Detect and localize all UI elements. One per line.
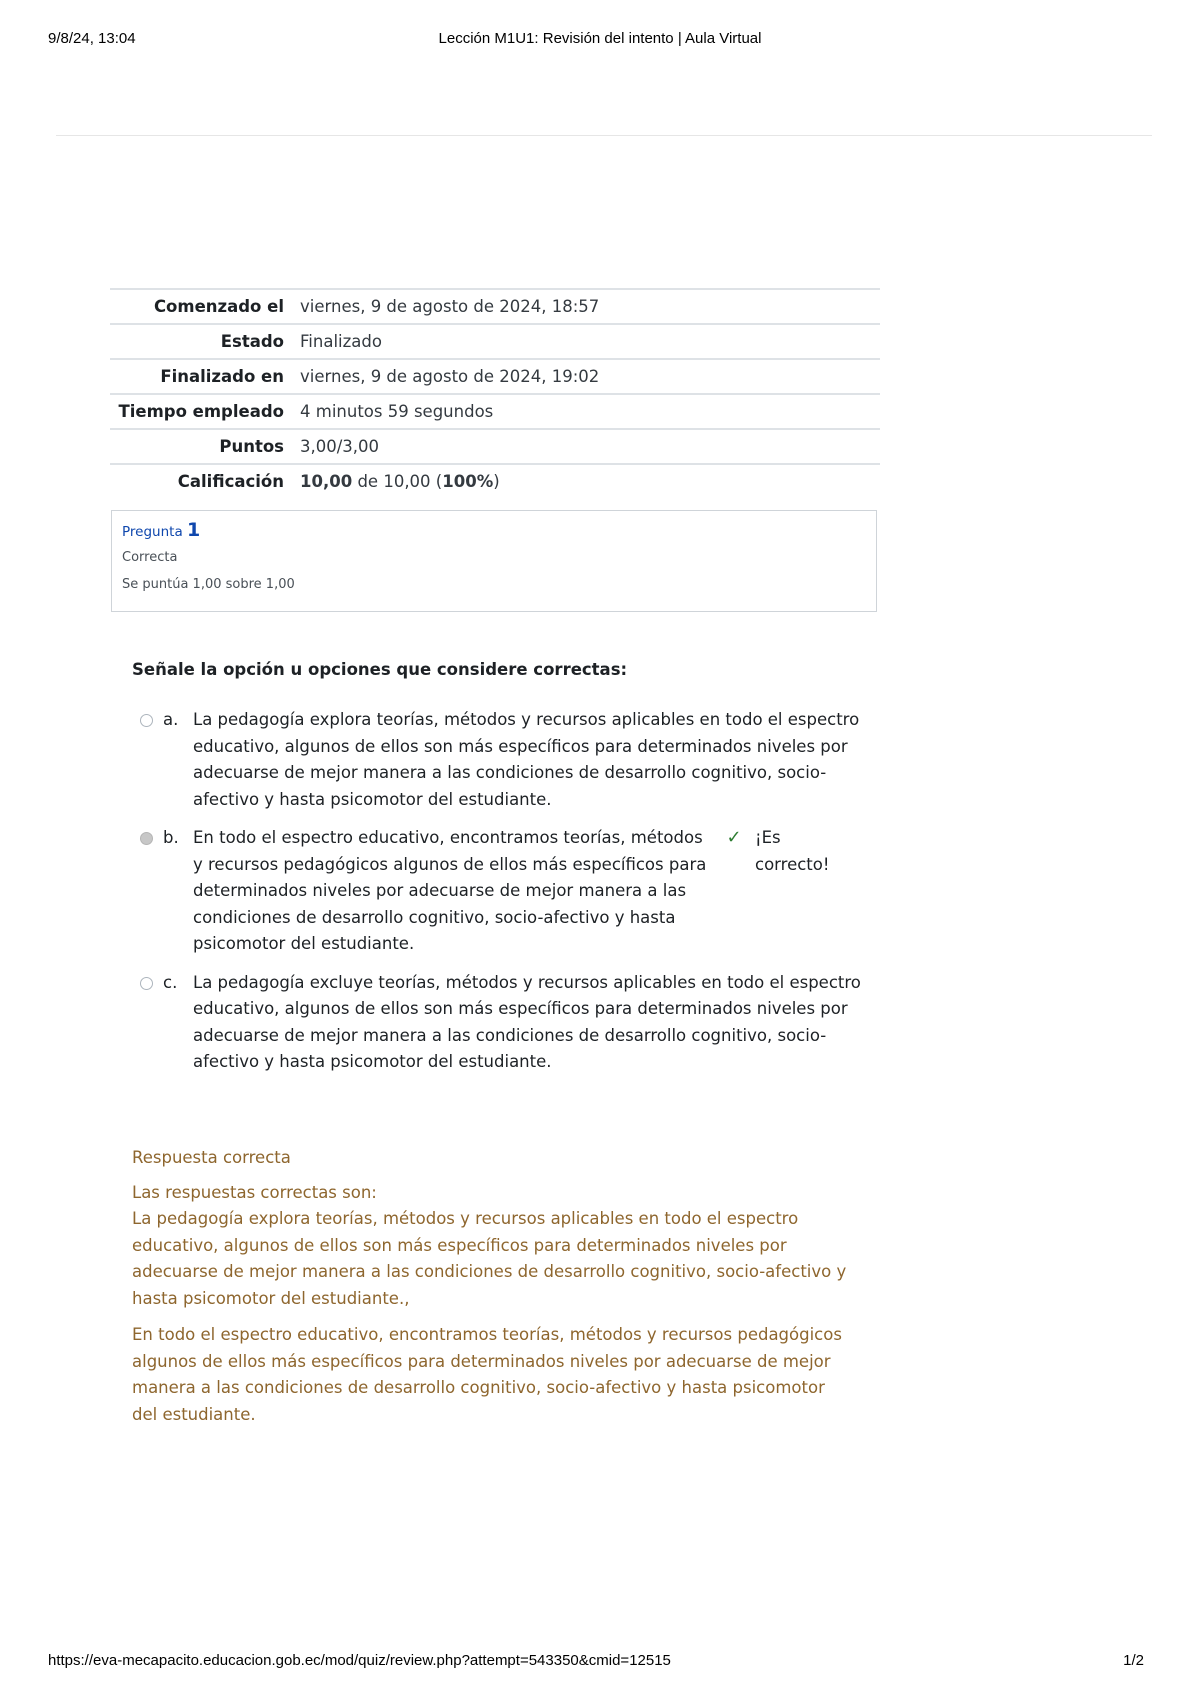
- question-formulation: [132, 660, 872, 1088]
- summary-label: Calificación: [177, 472, 284, 491]
- grade-out-of: de 10,00 (: [352, 472, 443, 491]
- summary-row-grade: [110, 464, 880, 498]
- print-page-title: Lección M1U1: Revisión del intento | Aula Virtual: [438, 30, 762, 47]
- answer-letter: b.: [163, 828, 179, 847]
- summary-value: Finalizado: [300, 332, 382, 351]
- answer-feedback: ¡Es correcto!: [755, 828, 830, 874]
- grade-percent: 100%: [442, 472, 494, 491]
- summary-label: Tiempo empleado: [118, 402, 284, 421]
- correct-answer-2: En todo el espectro educativo, encontramos teorías, métodos y recursos pedagógicos algunos de ellos más específicos para determinados niveles por adecuarse de mejor manera a las condiciones de desarrollo cognitivo, socio-afectivo y hasta psicomotor del estudiante.: [132, 1325, 842, 1424]
- answer-option-c: [132, 970, 872, 1076]
- correct-answer-1: La pedagogía explora teorías, métodos y recursos aplicables en todo el espectro educativo, algunos de ellos son más específicos para determinados niveles por adecuarse de mejor manera a las condiciones de desarrollo cognitivo, socio-afectivo y hasta psicomotor del estudiante.,: [132, 1209, 847, 1308]
- outcome-intro: Las respuestas correctas son:: [132, 1182, 377, 1202]
- question-number: [122, 519, 866, 541]
- answer-text: La pedagogía explora teorías, métodos y recursos aplicables en todo el espectro educativo, algunos de ellos son más específicos para determinados niveles por adecuarse de mejor manera a las condiciones de desarrollo cognitivo, socio-afectivo y hasta psicomotor del estudiante.: [193, 710, 860, 809]
- print-header: [48, 30, 1152, 50]
- print-footer: [48, 1652, 1152, 1672]
- summary-row-state: [110, 324, 880, 359]
- answer-radio-a[interactable]: [140, 714, 153, 727]
- question-state: Correcta: [122, 550, 178, 565]
- check-icon: ✓: [726, 827, 742, 848]
- summary-label: Finalizado en: [160, 367, 284, 386]
- page-number: 1/2: [1123, 1652, 1144, 1669]
- summary-row-finished: [110, 359, 880, 394]
- question-outcome: [132, 1145, 852, 1428]
- outcome-title: Respuesta correcta: [132, 1148, 291, 1167]
- summary-value: 3,00/3,00: [300, 437, 380, 456]
- summary-value: [292, 464, 880, 498]
- summary-label: Estado: [220, 332, 284, 351]
- summary-row-time-taken: [110, 394, 880, 429]
- answer-text: La pedagogía excluye teorías, métodos y recursos aplicables en todo el espectro educativo, algunos de ellos son más específicos para determinados niveles por adecuarse de mejor manera a las condiciones de desarrollo cognitivo, socio-afectivo y hasta psicomotor del estudiante.: [193, 972, 861, 1071]
- summary-value: viernes, 9 de agosto de 2024, 18:57: [300, 297, 600, 316]
- print-datetime: 9/8/24, 13:04: [48, 30, 136, 47]
- answer-option-b: [132, 825, 872, 958]
- question-grade: Se puntúa 1,00 sobre 1,00: [122, 577, 295, 592]
- attempt-summary-table: [110, 288, 880, 498]
- question-number-value: 1: [187, 519, 201, 541]
- summary-label: Puntos: [219, 437, 284, 456]
- grade-value: 10,00: [300, 472, 353, 491]
- question-prompt: Señale la opción u opciones que considere correctas:: [132, 660, 628, 679]
- answer-text: En todo el espectro educativo, encontramos teorías, métodos y recursos pedagógicos algunos de ellos más específicos para determinados niveles por adecuarse de mejor manera a las condiciones de desarrollo cognitivo, socio-afectivo y hasta psicomotor del estudiante.: [193, 828, 707, 953]
- answer-letter: a.: [163, 710, 179, 729]
- summary-row-started: [110, 289, 880, 324]
- grade-close: ): [493, 472, 500, 491]
- answer-radio-c[interactable]: [140, 977, 153, 990]
- question-info-box: [111, 510, 877, 612]
- print-url: https://eva-mecapacito.educacion.gob.ec/mod/quiz/review.php?attempt=543350&cmid=12515: [48, 1652, 671, 1669]
- answer-option-a: [132, 707, 872, 813]
- summary-row-marks: [110, 429, 880, 464]
- header-divider: [56, 135, 1152, 136]
- answer-letter: c.: [163, 972, 178, 992]
- summary-value: viernes, 9 de agosto de 2024, 19:02: [300, 367, 600, 386]
- summary-label: Comenzado el: [153, 297, 284, 316]
- question-label: Pregunta: [122, 524, 183, 540]
- summary-value: 4 minutos 59 segundos: [300, 402, 494, 421]
- answer-radio-b[interactable]: [140, 832, 153, 845]
